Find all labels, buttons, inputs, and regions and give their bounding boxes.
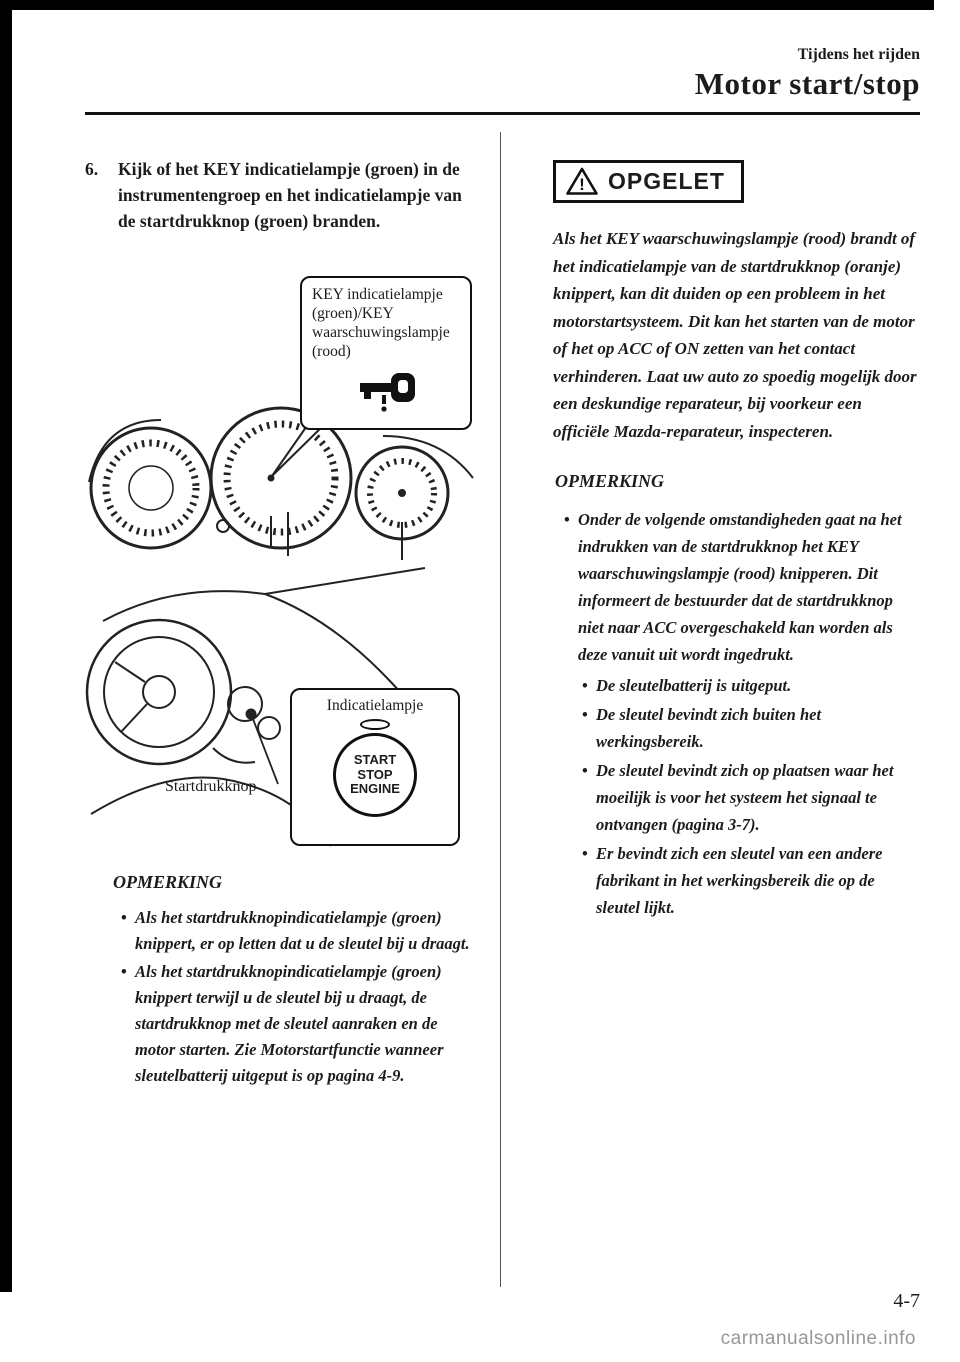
caution-label: OPGELET: [608, 168, 725, 194]
right-note-heading: OPMERKING: [555, 471, 665, 491]
start-stop-engine-button: [333, 733, 417, 817]
right-sub-note-item: • De sleutelbatterij is uitgeput.: [581, 672, 915, 699]
scan-edge-left: [0, 0, 12, 1292]
indicator-lamp-oval: [360, 719, 390, 730]
key-lamp-callout: [300, 276, 472, 430]
instrument-cluster-figure: [85, 270, 477, 560]
start-btn-line-3: ENGINE: [350, 781, 400, 797]
indicator-lamp-label: Indicatielampje: [326, 697, 424, 714]
left-note-item: • Als het startdrukknopindicatielampje (groen) knippert terwijl u de sleutel bij u draagt, de startdrukknop met de sleutel aanraken en de motor starten. Zie Motorstartfunctie wanneer sleutelbatterij uitgeput is op pagina 4-9.: [120, 959, 472, 1089]
caution-text: Als het KEY waarschuwingslampje (rood) brandt of het indicatielampje van de startdrukknop (oranje) knippert, kan dit duiden op een probleem in het motorstartsysteem. Dit kan het starten van de motor of het op ACC of ON zetten van het contact verhinderen. Laat uw auto zo spoedig mogelijk door een deskundige reparateur, bij voorkeur een officiële Mazda-reparateur, inspecteren.: [553, 229, 917, 441]
start-button-label: Startdrukknop: [165, 778, 257, 795]
page-title: Motor start/stop: [694, 66, 920, 101]
step-number: 6.: [85, 159, 99, 179]
key-lamp-callout-line-3: waarschuwingslampje: [312, 324, 450, 341]
right-sub-note-list: [581, 672, 915, 921]
chapter-label: Tijdens het rijden: [797, 46, 920, 63]
step-text: Kijk of het KEY indicatielampje (groen) in de instrumentengroep en het indicatielampje van de startdrukknop (groen) branden.: [118, 159, 462, 231]
right-sub-note-item: • Er bevindt zich een sleutel van een andere fabrikant in het werkingsbereik die op de sleutel lijkt.: [581, 840, 915, 921]
key-lamp-callout-line-2: (groen)/KEY: [312, 305, 394, 322]
warning-exclamation: !: [579, 175, 585, 194]
page-number: 4-7: [893, 1290, 920, 1312]
left-note-item: • Als het startdrukknopindicatielampje (groen) knippert, er op letten dat u de sleutel bij u draagt.: [120, 905, 472, 957]
start-button-callout: [290, 688, 460, 846]
start-button-dot: [246, 709, 257, 720]
scan-edge-top: [0, 0, 934, 10]
step-item-6: [85, 156, 477, 234]
left-column: [85, 156, 477, 1089]
warning-triangle-icon: [566, 167, 598, 196]
start-btn-line-1: START: [353, 752, 397, 768]
header-rule: [85, 112, 920, 115]
right-sub-note-item: • De sleutel bevindt zich buiten het werkingsbereik.: [581, 701, 915, 755]
start-button-figure: [85, 566, 477, 856]
right-column: [553, 160, 917, 921]
left-note-heading: OPMERKING: [113, 872, 223, 892]
right-note-main: • Onder de volgende omstandigheden gaat na het indrukken van de startdrukknop het KEY waarschuwingslampje (rood) knipperen. Dit informeert de bestuurder dat de startdrukknop niet naar ACC overgeschakeld kan worden als deze vanuit uit wordt ingedrukt.: [563, 506, 913, 668]
key-warning-icon: [358, 368, 418, 412]
start-btn-line-2: STOP: [357, 766, 393, 782]
key-lamp-callout-line-4: (rood): [312, 343, 351, 360]
left-note-list: [120, 905, 472, 1089]
key-lamp-callout-line-1: KEY indicatielampje: [312, 286, 443, 303]
column-divider: [500, 132, 501, 1287]
watermark: carmanualsonline.info: [720, 1328, 916, 1349]
caution-box: [553, 160, 744, 203]
right-sub-note-item: • De sleutel bevindt zich op plaatsen waar het moeilijk is voor het systeem het signaal te ontvangen (pagina 3-7).: [581, 757, 915, 838]
